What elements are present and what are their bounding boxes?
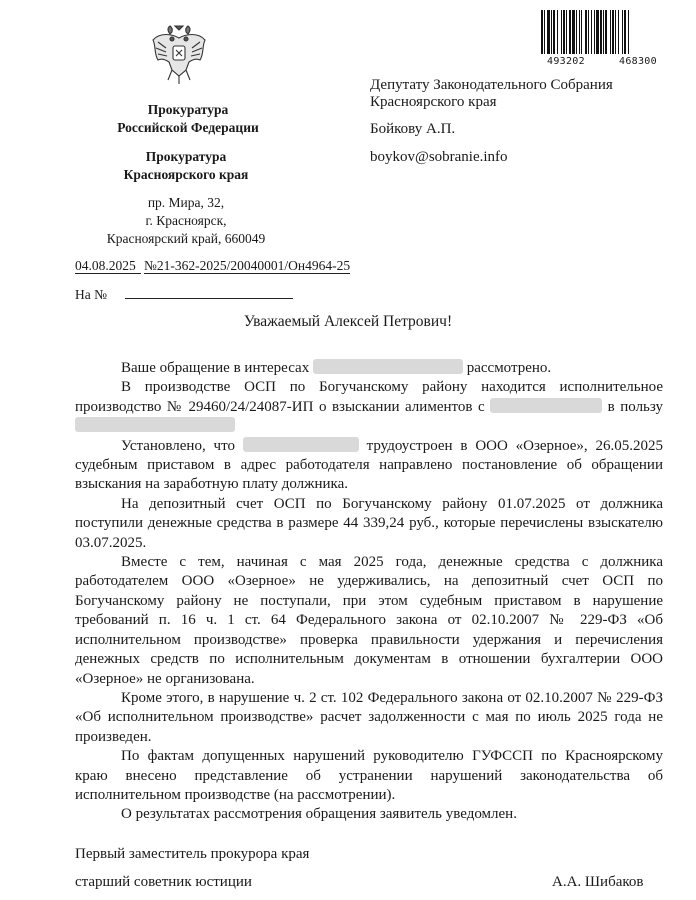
org-line-1: Прокуратура [147, 102, 229, 117]
redacted-block [75, 417, 235, 432]
salutation: Уважаемый Алексей Петрович! [243, 313, 453, 330]
coat-of-arms-emblem [150, 24, 208, 86]
paragraph-2 [75, 378, 663, 436]
letter-body [75, 359, 663, 825]
barcode-bar [629, 10, 630, 54]
paragraph-3 [75, 437, 663, 495]
barcode-bars [541, 10, 683, 54]
registration-number: №21-362-2025/20040001/Он4964-25 [144, 258, 351, 273]
addressee-line-1: Депутату Законодательного Собрания [370, 77, 613, 93]
paragraph-5: Вместе с тем, начиная с мая 2025 года, денежные средства с должника работодателем ООО «Озерное» не удерживались, на депозитный счет ОСП по Богучанскому району не поступали, при этом судебным приставом в нарушение требований п. 16 ч. 1 ст. 64 Федерального закона от 02.10.2007 № 229-ФЗ «Об исполнительном производстве» проверка правильности удержания и перечисления денежных средств по исполнительным документам в отношении бухгалтерии ООО «Озерное» не организована. [75, 554, 663, 687]
redacted-block [313, 359, 463, 374]
paragraph-4: На депозитный счет ОСП по Богучанскому району 01.07.2025 от должника поступили денежные средства в размере 44 339,24 руб., которые перечислены взыскателю 03.07.2025. [75, 495, 663, 551]
redacted-block [243, 437, 359, 452]
address-line-2: г. Красноярск, [145, 213, 227, 228]
p2-text-b: в пользу [607, 398, 664, 415]
regional-org-name [76, 148, 296, 184]
barcode-right-digits: 468300 [619, 56, 657, 67]
org-name [78, 101, 298, 137]
p1-text-a: Ваше обращение в интересах [121, 360, 310, 376]
addressee-line-2: Красноярского края [370, 94, 497, 110]
addressee-email[interactable]: boykov@sobranie.info [370, 149, 508, 165]
signatory-rank: старший советник юстиции [75, 874, 252, 890]
address-line-3: Красноярский край, 660049 [106, 231, 266, 246]
sender-address [76, 194, 296, 248]
regional-line-1: Прокуратура [145, 149, 227, 164]
registration-date: 04.08.2025 [75, 258, 141, 274]
barcode [541, 10, 683, 70]
p3-text-b: трудоустроен в ООО «Озерное», 26.05.2025 судебным приставом в адрес работодателя направлено постановление об обращении взыскания на заработную плату должника. [75, 437, 664, 493]
addressee-name: Бойкову А.П. [370, 121, 456, 137]
paragraph-1 [75, 359, 663, 378]
regional-line-2: Красноярского края [123, 167, 249, 182]
reference-number-line [75, 286, 293, 303]
redacted-block [490, 398, 602, 413]
org-line-2: Российской Федерации [117, 120, 259, 135]
p3-text-a: Установлено, что [121, 437, 235, 454]
addressee-block [370, 77, 613, 111]
paragraph-7: По фактам допущенных нарушений руководителю ГУФССП по Красноярскому краю внесено представление об устранении нарушений законодательства об исполнительном производстве (на рассмотрении). [75, 748, 663, 803]
signatory-name: А.А. Шибаков [552, 874, 644, 890]
p1-text-b: рассмотрено. [466, 360, 552, 376]
reference-blank [125, 286, 293, 299]
p2-text-a: В производстве ОСП по Богучанскому району находится исполнительное производство № 29460/24/24087-ИП о взыскании алиментов с [75, 379, 663, 415]
signatory-position: Первый заместитель прокурора края [75, 846, 310, 862]
registration-line [75, 258, 350, 274]
paragraph-6: Кроме этого, в нарушение ч. 2 ст. 102 Федерального закона от 02.10.2007 № 229-ФЗ «Об исполнительном производстве» расчет задолженности с мая по июль 2025 года не произведен. [75, 689, 663, 745]
paragraph-8: О результатах рассмотрения обращения заявитель уведомлен. [121, 806, 517, 823]
address-line-1: пр. Мира, 32, [147, 195, 225, 210]
barcode-left-digits: 493202 [547, 56, 585, 67]
reference-label: На № [75, 287, 107, 302]
